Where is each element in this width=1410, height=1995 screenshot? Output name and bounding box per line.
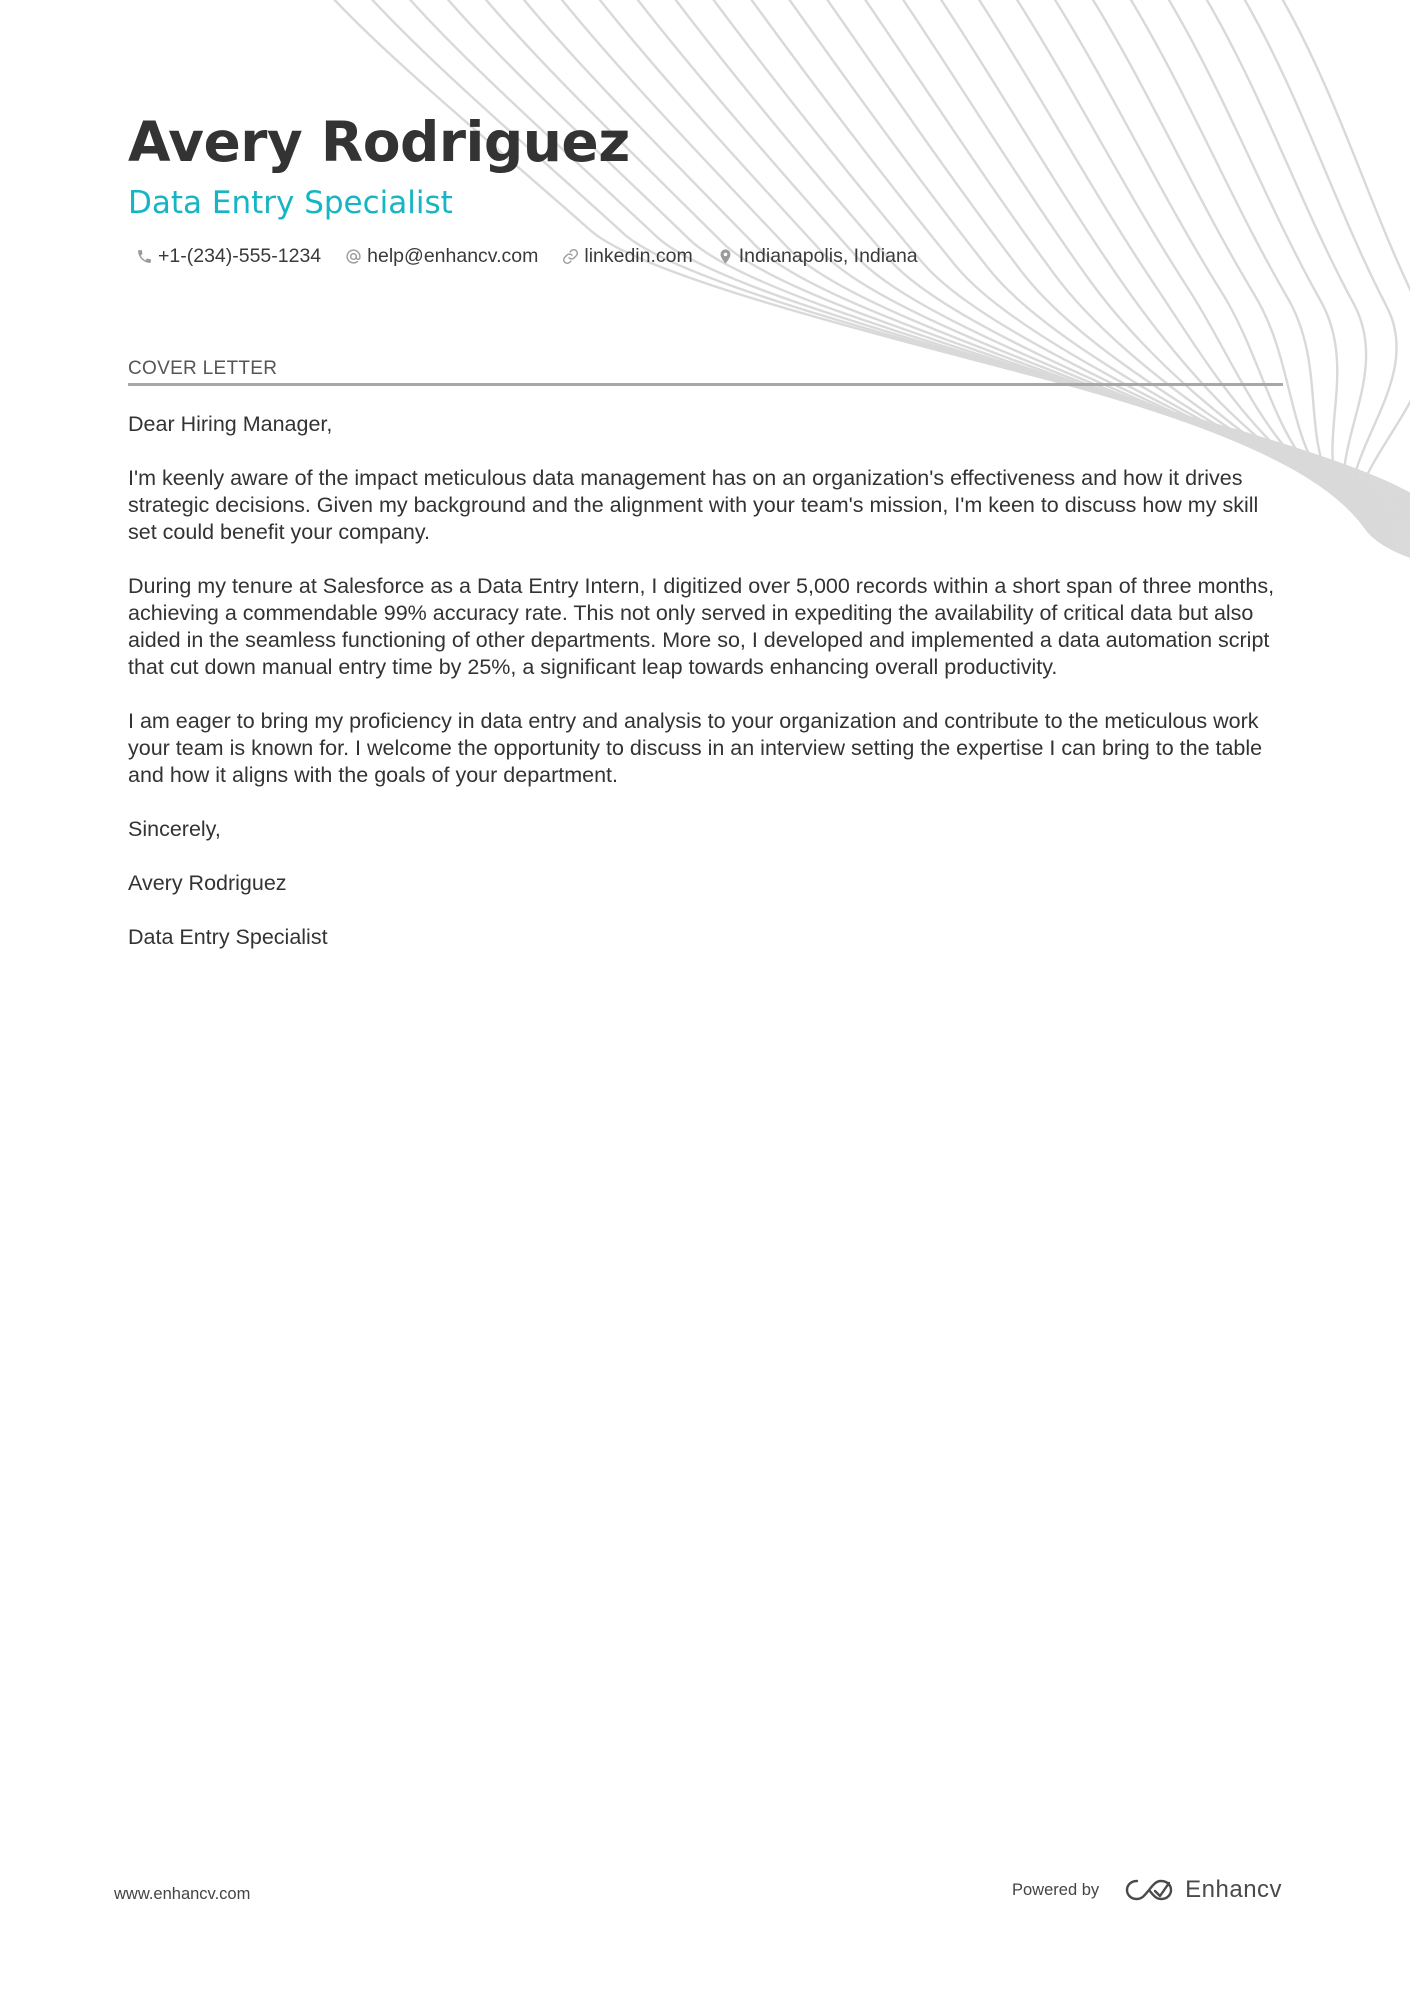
letter-paragraph-2: During my tenure at Salesforce as a Data Entry Intern, I digitized over 5,000 records within a short span of three months, achieving a commendable 99% accuracy rate. This not only served in expediting the availability of critical data but also aided in the seamless functioning of other departments. More so, I developed and implemented a data automation script that cut down manual entry time by 25%, a significant leap towards enhancing overall productivity. bbox=[128, 574, 1275, 679]
powered-by-label: Powered by bbox=[1012, 1880, 1100, 1899]
contact-location bbox=[717, 245, 918, 268]
footer-website[interactable]: www.enhancv.com bbox=[114, 1885, 251, 1903]
section-heading: COVER LETTER bbox=[128, 358, 278, 379]
signature-name: Avery Rodriguez bbox=[128, 871, 287, 895]
candidate-name: Avery Rodriguez bbox=[128, 110, 630, 174]
contact-email-text: help@enhancv.com bbox=[367, 245, 539, 267]
contact-linkedin[interactable] bbox=[562, 245, 692, 268]
location-pin-icon bbox=[717, 248, 734, 265]
letter-greeting: Dear Hiring Manager, bbox=[128, 412, 333, 436]
brand-link[interactable] bbox=[1125, 1876, 1282, 1904]
brand-name: Enhancv bbox=[1185, 1876, 1283, 1903]
candidate-title: Data Entry Specialist bbox=[128, 185, 453, 221]
footer-branding bbox=[1012, 1876, 1282, 1904]
letter-paragraph-3: I am eager to bring my proficiency in data entry and analysis to your organization and contribute to the meticulous work your team is known for. I welcome the opportunity to discuss in an interview setting the expertise I can bring to the table and how it aligns with the goals of your department. bbox=[128, 709, 1263, 787]
letter-closing: Sincerely, bbox=[128, 817, 221, 841]
signature-title: Data Entry Specialist bbox=[128, 925, 328, 949]
at-sign-icon bbox=[345, 248, 362, 265]
wave-line bbox=[1280, 0, 1410, 560]
link-icon bbox=[562, 248, 579, 265]
contact-linkedin-text: linkedin.com bbox=[584, 245, 693, 267]
letter-paragraph-1: I'm keenly aware of the impact meticulous data management has on an organization's effectiveness and how it drives strategic decisions. Given my background and the alignment with your team's mission, I'm keen to discuss how my skill set could benefit your company. bbox=[128, 466, 1259, 544]
contact-location-text: Indianapolis, Indiana bbox=[738, 245, 918, 267]
phone-icon bbox=[136, 248, 153, 265]
contact-phone bbox=[136, 245, 321, 268]
contact-email[interactable] bbox=[345, 245, 538, 268]
contact-bar bbox=[136, 245, 918, 268]
section-divider bbox=[128, 383, 1283, 386]
letter-body bbox=[128, 411, 1283, 978]
enhancv-logo-icon bbox=[1125, 1877, 1173, 1903]
contact-phone-text: +1-(234)-555-1234 bbox=[158, 245, 322, 267]
